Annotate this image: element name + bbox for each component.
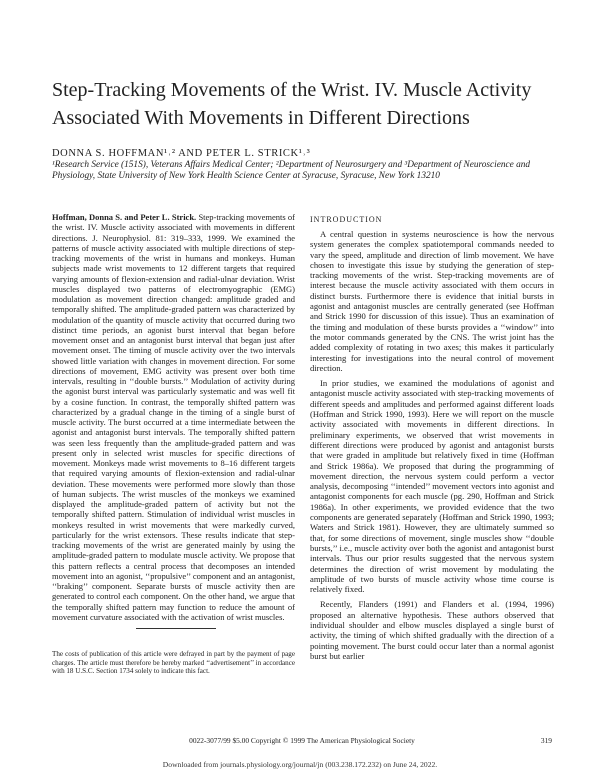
copyright-line: 0022-3077/99 $5.00 Copyright © 1999 The American Physiological Society: [189, 736, 415, 745]
body-paragraph: A central question in systems neuroscience is how the nervous system generates the complex spatiotemporal commands needed to vary the speed, amplitude and direction of limb movement. We have chosen to investigate this issue by studying the generation of step-tracking movements of the wrist. Step-tracking movements are of interest because the muscle activity associated with them occurs in distinct bursts. Furthermore there is evidence that initial bursts in agonist and antagonist muscles are centrally generated (see Hoffman and Strick 1990 for discussion of this issue). Thus an examination of the timing and modulation of these bursts provides a ‘‘window’’ into the motor commands generated by the CNS. The wrist joint has the added complexity of rotating in two axes; this makes it particularly interesting for investigations into the neural control of movement direction.: [310, 229, 554, 373]
abstract-citation-lead: Hoffman, Donna S. and Peter L. Strick.: [52, 212, 197, 222]
section-heading-introduction: INTRODUCTION: [310, 215, 383, 224]
body-paragraph: Recently, Flanders (1991) and Flanders et al. (1994, 1996) proposed an alternative hypothesis. These authors observed that individual shoulder and elbow muscles displayed a single burst of activity, the timing of which shifted gradually with the direction of a pointing movement. The burst could occur later than a normal agonist burst but earlier: [310, 599, 554, 661]
author-list: DONNA S. HOFFMAN¹˒² AND PETER L. STRICK¹˒³: [52, 148, 311, 159]
abstract: [52, 212, 295, 622]
publication-cost-footnote: The costs of publication of this article were defrayed in part by the payment of page charges. The article must therefore be hereby marked ‘‘advertisement’’ in accordance with 18 U.S.C. Section 1734 solely to indicate this fact.: [52, 650, 295, 676]
author-affiliations: ¹Research Service (151S), Veterans Affairs Medical Center; ²Department of Neurosurgery and ³Department of Neuroscience and Physiology, State University of New York Health Science Center at Syracuse, Syracuse, New York 13210: [52, 160, 531, 182]
introduction-body: [310, 229, 554, 666]
body-paragraph: In prior studies, we examined the modulations of agonist and antagonist muscle activity associated with step-tracking movements of different speeds and amplitudes and performed against different loads (Hoffman and Strick 1990, 1993). Here we will report on the muscle activity associated with movements in different directions. In preliminary experiments, we observed that wrist movements in different directions were produced by agonist and antagonist bursts that were graded in amplitude but relatively fixed in time (Hoffman and Strick 1986a). We proposed that during the programming of movement direction, the nervous system could perform a vector analysis, decomposing ‘‘intended’’ movement vectors into agonist and antagonist components for each muscle (pg. 290, Hoffman and Strick 1986a). In other experiments, we provided evidence that the two components are generated separately (Hoffman and Strick 1990, 1993; Waters and Strick 1981). However, they are ultimately summed so that, for some directions of movement, single muscles show ‘‘double bursts,’’ i.e., muscle activity over both the agonist and antagonist burst intervals. Thus our prior results suggested that the nervous system determines the direction of wrist movement by modulating the amplitude of two bursts of muscle activity whose time course is relatively fixed.: [310, 378, 554, 595]
download-watermark: Downloaded from journals.physiology.org/journal/jn (003.238.172.232) on June 24, 2022.: [162, 760, 438, 769]
page-number: 319: [540, 736, 552, 745]
article-title: Step-Tracking Movements of the Wrist. IV. Muscle Activity Associated With Movements in Different Directions: [52, 79, 532, 129]
abstract-text: Step-tracking movements of the wrist. IV. Muscle activity associated with movements in different directions. J. Neurophysiol. 81: 319–333, 1999. We examined the patterns of muscle activity associated with multiple directions of step-tracking movements of the wrist in humans and monkeys. Human subjects made wrist movements to 12 different targets that required varying amounts of flexion-extension and radial-ulnar deviation. Wrist muscles displayed two patterns of electromyographic (EMG) modulation as movement direction changed: amplitude graded and temporally shifted. The amplitude-graded pattern was characterized by modulation of the quantity of muscle activity that occurred during two distinct time periods, an agonist burst interval that began before movement onset and an antagonist burst interval that began just after movement onset. The timing of muscle activity over the two intervals showed little variation with changes in movement direction. For some directions of movement, EMG activity was present over both time intervals, resulting in ‘‘double bursts.’’ Modulation of activity during the agonist burst interval was particularly systematic and was well fit by a cosine function. In contrast, the temporally shifted pattern was characterized by a gradual change in the timing of a single burst of muscle activity. The burst occurred at a time intermediate between the agonist and antagonist burst intervals. The temporally shifted pattern was seen less frequently than the amplitude-graded pattern and was present only in selected wrist muscles for specific directions of movement. Monkeys made wrist movements to 8–16 different targets that required varying amounts of flexion-extension and radial-ulnar deviation. These movements were performed more slowly than those of human subjects. The wrist muscles of the monkeys we examined displayed the amplitude-graded pattern of activity but not the temporally shifted pattern. Stimulation of individual wrist muscles in monkeys resulted in wrist movements that were markedly curved, particularly for the wrist extensors. These results indicate that step-tracking movements of the wrist are generated mainly by using the amplitude-graded pattern to modulate muscle activity. We propose that this pattern reflects a central process that decomposes an intended movement into an agonist, ‘‘propulsive’’ component and an antagonist, ‘‘braking’’ component. Separate bursts of muscle activity then are generated to control each component. On the other hand, we argue that the temporally shifted pattern may function to reduce the amount of movement curvature associated with the activation of wrist muscles.: [52, 212, 296, 622]
footnote-divider: [136, 628, 216, 629]
